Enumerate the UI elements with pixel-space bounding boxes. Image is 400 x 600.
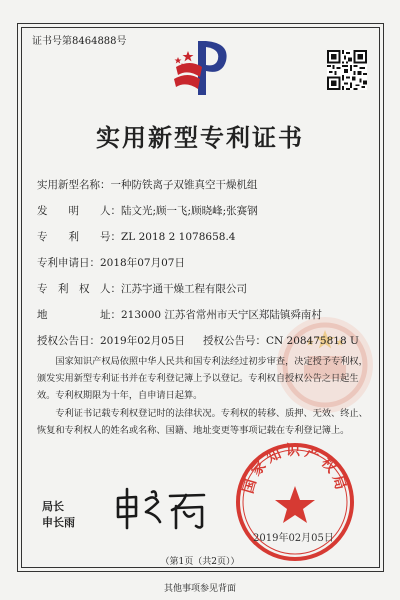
cnipa-logo [168,37,238,102]
field-label: 专 利 权 人： [37,283,121,295]
field-label: 发 明 人： [37,205,121,217]
field-value: 213000 江苏省常州市天宁区郑陆镇舜南村 [121,309,322,321]
field-grant-date [37,333,359,348]
field-value: ZL 2018 2 1078658.4 [121,231,236,243]
field-patent-number [37,229,235,244]
field-value: 一种防铁离子双锥真空干燥机组 [110,179,258,191]
footer-note: 其他事项参见背面 [163,584,236,594]
field-label: 专利申请日： [37,257,100,269]
handwritten-signature [112,486,212,532]
field-address [37,307,322,322]
field-value: 2019年02月05日 [100,335,185,347]
official-seal [233,440,357,564]
certificate-number: 证书号第8464888号 [32,36,127,47]
seal-date: 2019年02月05日 [253,533,334,544]
field-label: 授权公告日： [37,335,100,347]
page-indicator: （第1页（共2页）） [160,557,240,567]
body-paragraph: 专利证书记载专利权登记时的法律状况。专利权的转移、质押、无效、终止、恢复和专利权人的姓名或名称、国籍、地址变更等事项记载在专利登记簿上。 [37,408,368,436]
qr-code [327,50,367,90]
field-application-date [37,255,185,270]
field-value: 江苏宇通干燥工程有限公司 [121,283,247,295]
grant-publication-number: 授权公告号：CN 208475818 U [202,335,359,347]
field-inventors [37,203,258,218]
signature-title: 局长 [42,500,64,513]
field-patentee [37,281,247,296]
field-value: 陆文光;顾一飞;顾晓峰;张赛钢 [121,205,258,217]
certificate-title: 实用新型专利证书 [96,123,304,152]
field-value: 2018年07月07日 [100,257,185,269]
field-utility-name [37,177,258,192]
field-label: 专 利 号： [37,231,121,243]
body-paragraph: 国家知识产权局依照中华人民共和国专利法经过初步审查，决定授予专利权，颁发实用新型专利证书并在专利登记簿上予以登记。专利权自授权公告之日起生效。专利权期限为十年，自申请日起算。 [37,356,368,401]
field-label: 地 址： [37,309,121,321]
signature-name: 申长雨 [42,516,75,529]
field-label: 实用新型名称： [37,179,111,191]
seal-text: 国家知识产权局 [240,443,350,496]
